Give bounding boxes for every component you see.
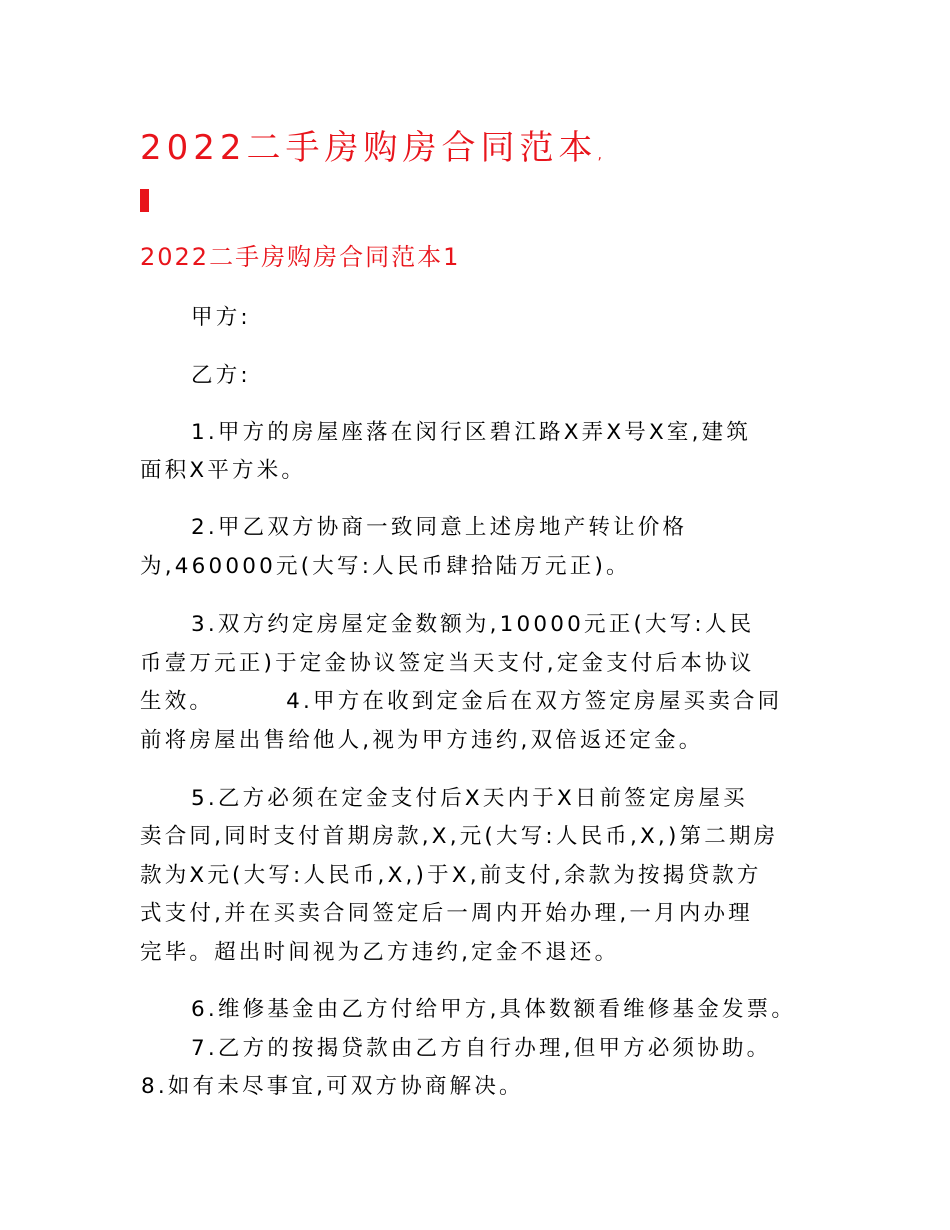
red-marker-bar — [140, 189, 149, 212]
clause-3-line-2: 币壹万元正)于定金协议签定当天支付,定金支付后本协议 — [140, 651, 755, 676]
clause-1-line-2: 面积X平方米。 — [140, 458, 307, 483]
document-title — [140, 126, 602, 177]
clause-4-line-2: 前将房屋出售给他人,视为甲方违约,双倍返还定金。 — [140, 728, 704, 753]
document-title-text: 2022二手房购房合同范本 — [140, 128, 598, 168]
section-heading: 2022二手房购房合同范本1 — [140, 243, 461, 271]
party-b-label: 乙方: — [191, 363, 251, 388]
clause-5-line-3: 款为X元(大写:人民币,X,)于X,前支付,余款为按揭贷款方 — [140, 863, 762, 888]
clause-3-line-3: 生效。 — [140, 689, 215, 714]
clause-4-line-1: 4.甲方在收到定金后在双方签定房屋买卖合同 — [286, 689, 783, 714]
clause-6: 6.维修基金由乙方付给甲方,具体数额看维修基金发票。 — [191, 997, 797, 1022]
clause-5-line-5: 完毕。超出时间视为乙方违约,定金不退还。 — [140, 940, 620, 965]
clause-5-line-4: 式支付,并在买卖合同签定后一周内开始办理,一月内办理 — [140, 901, 753, 926]
document-title-mark: , — [597, 147, 602, 163]
clause-3-line-1: 3.双方约定房屋定金数额为,10000元正(大写:人民 — [191, 612, 755, 637]
clause-3-4-line — [140, 687, 782, 717]
clause-5-line-2: 卖合同,同时支付首期房款,X,元(大写:人民币,X,)第二期房 — [140, 824, 779, 849]
clause-5-line-1: 5.乙方必须在定金支付后X天内于X日前签定房屋买 — [191, 786, 748, 811]
clause-2-line-2: 为,460000元(大写:人民币肆拾陆万元正)。 — [140, 554, 631, 579]
clause-8: 8.如有未尽事宜,可双方协商解决。 — [141, 1074, 524, 1099]
clause-7: 7.乙方的按揭贷款由乙方自行办理,但甲方必须协助。 — [191, 1036, 772, 1061]
clause-1-line-1: 1.甲方的房屋座落在闵行区碧江路X弄X号X室,建筑 — [191, 420, 752, 445]
clause-2-line-1: 2.甲乙双方协商一致同意上述房地产转让价格 — [191, 515, 688, 540]
party-a-label: 甲方: — [191, 305, 251, 330]
